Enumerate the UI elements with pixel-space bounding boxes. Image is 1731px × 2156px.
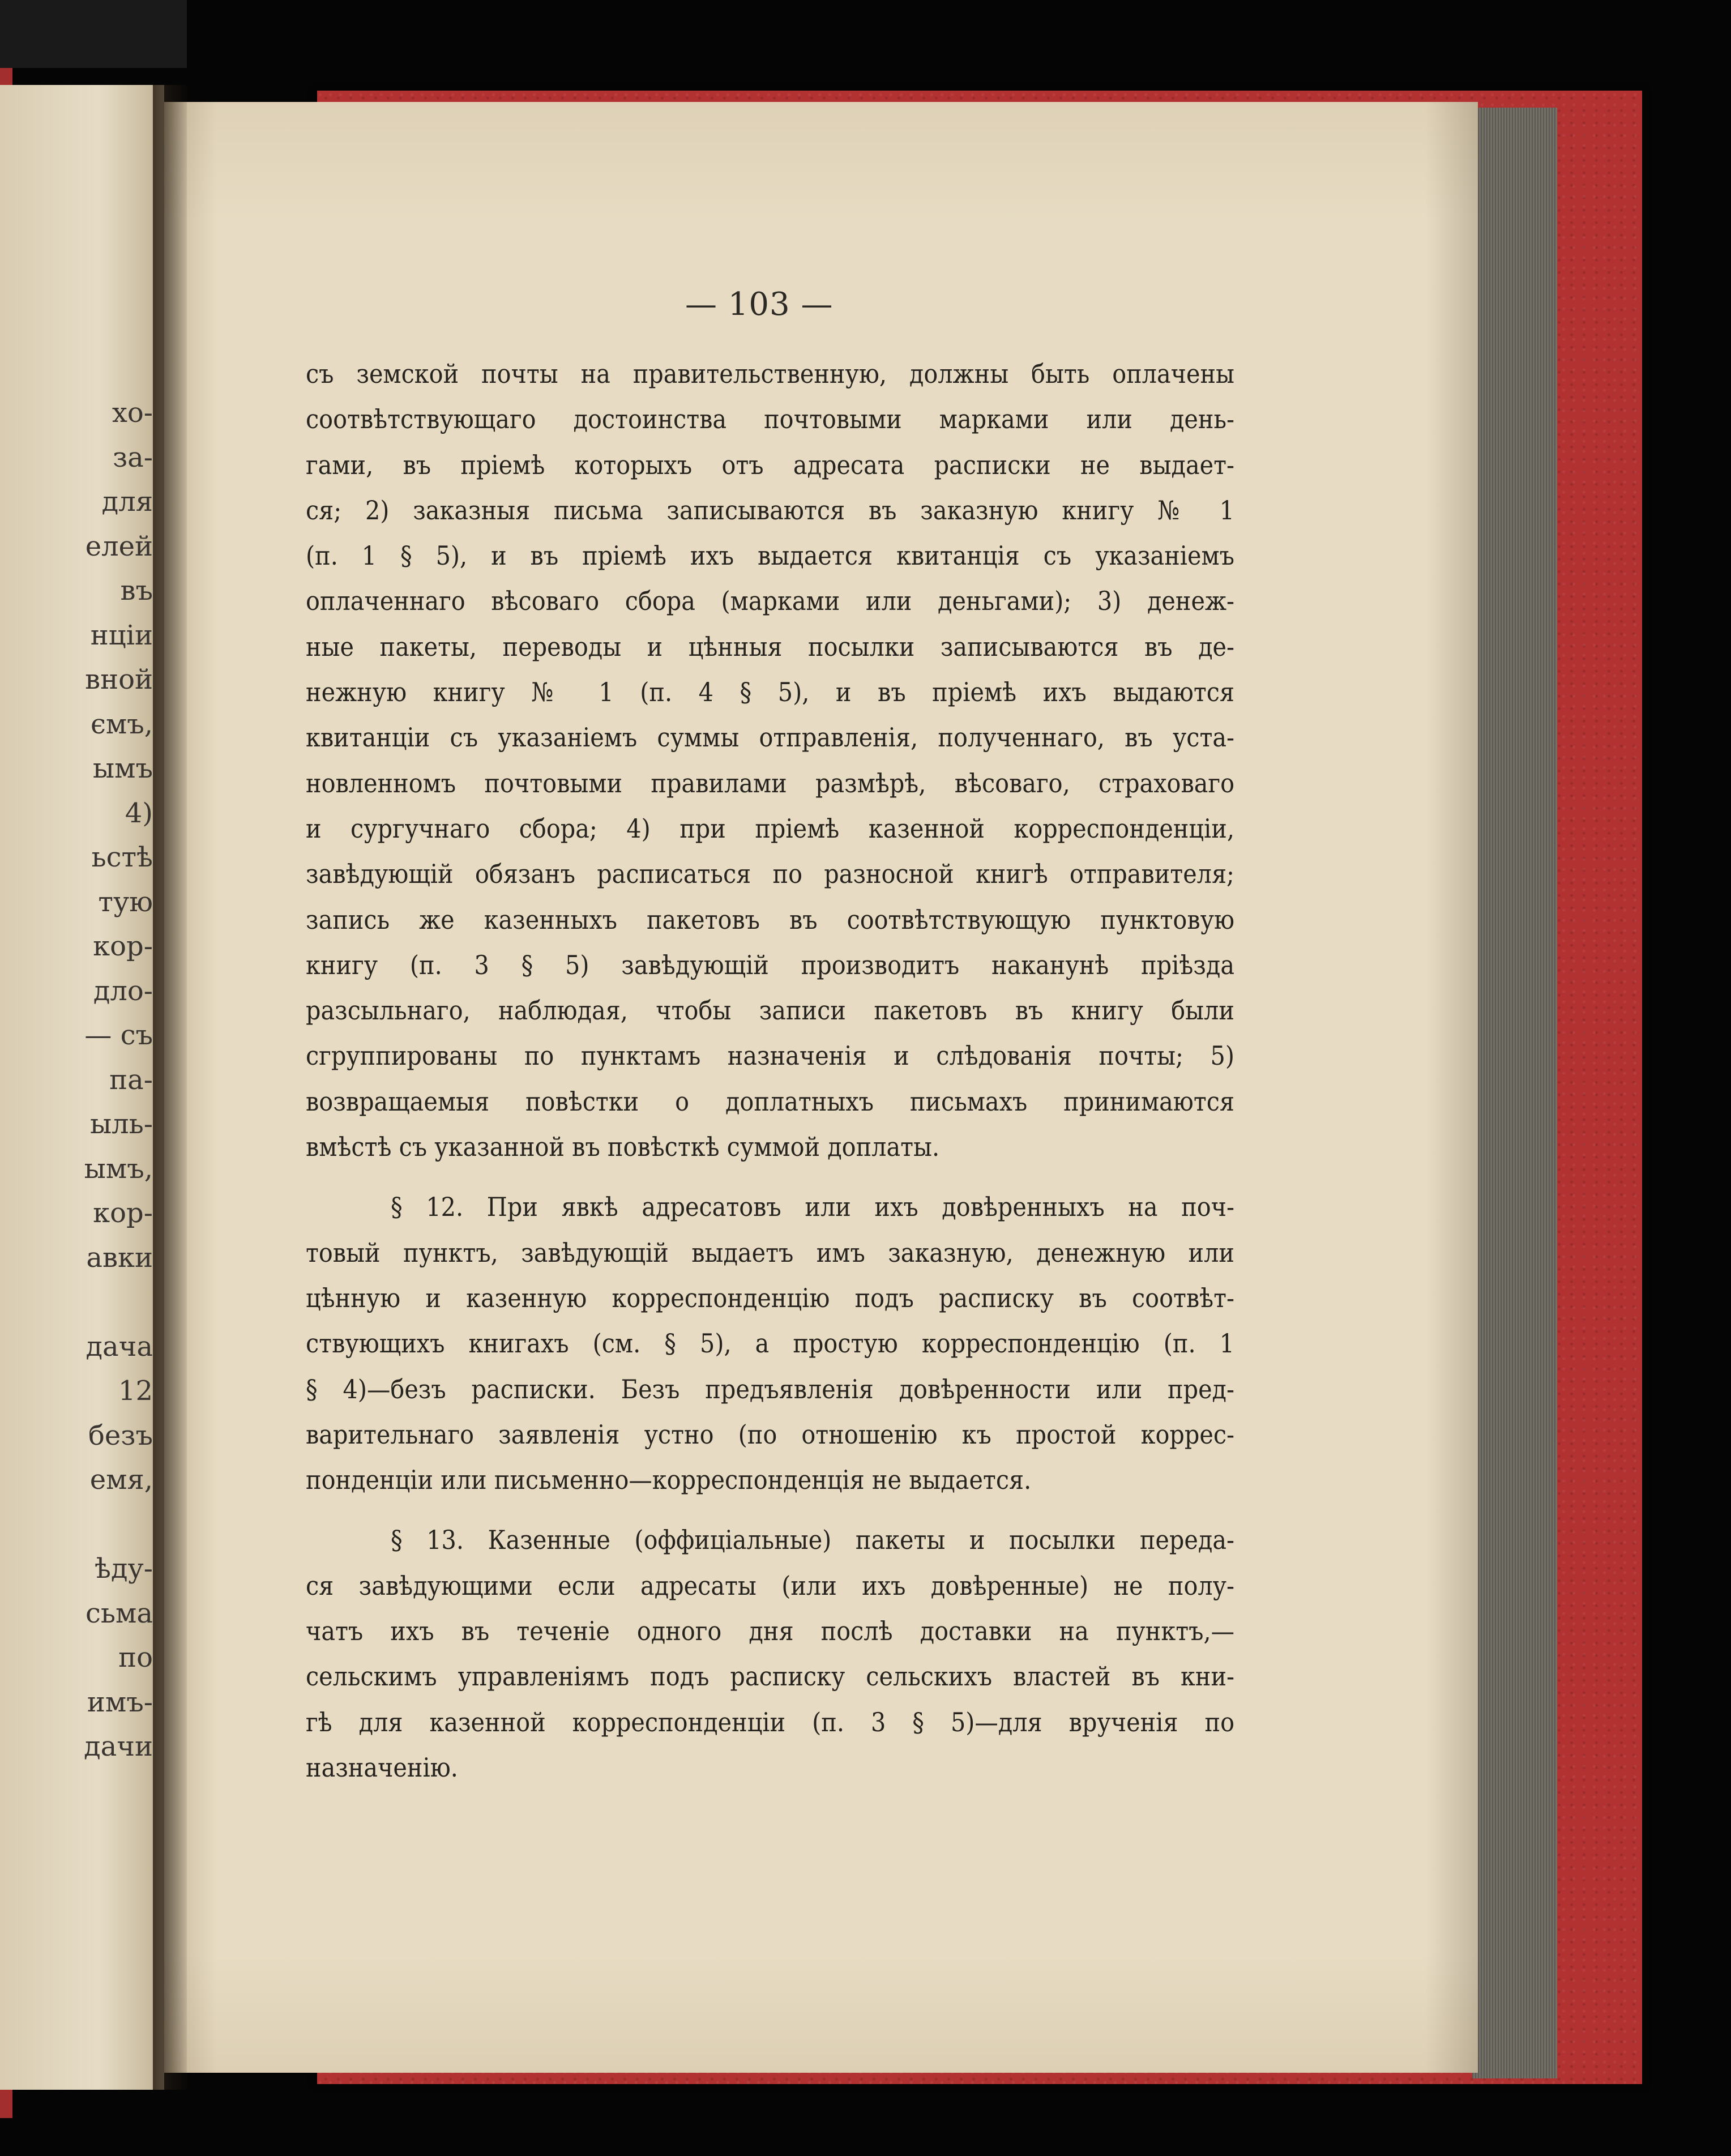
left-page-fragment: кор- — [93, 930, 153, 962]
text-line: товый пунктъ, завѣдующій выдаетъ имъ заказную, денежную или — [306, 1237, 1234, 1268]
left-page-fragment: па- — [109, 1064, 153, 1096]
left-page-fragment: — съ — [84, 1019, 153, 1051]
left-page-fragment: въ — [120, 575, 153, 607]
text-line: соотвѣтствующаго достоинства почтовыми марками или день- — [306, 404, 1234, 435]
text-line: возвращаемыя повѣстки о доплатныхъ письмахъ принимаются — [306, 1086, 1234, 1117]
text-line: завѣдующій обязанъ расписаться по разносной книгѣ отправителя; — [306, 859, 1234, 890]
left-page-fragment: за- — [112, 441, 153, 473]
left-page-fragment: ыль- — [89, 1108, 153, 1140]
text-line: § 12. При явкѣ адресатовъ или ихъ довѣренныхъ на поч- — [391, 1192, 1234, 1223]
left-page-fragment: для — [101, 486, 153, 518]
left-page-fragment: кор- — [93, 1197, 153, 1229]
text-line: запись же казенныхъ пакетовъ въ соотвѣтствующую пунктовую — [306, 904, 1234, 935]
left-page-fragment: ьстѣ — [91, 842, 153, 873]
gutter-shadow — [153, 85, 187, 2090]
left-page-fragment: хо- — [112, 397, 153, 429]
left-page-fragment — [0, 1502, 153, 1547]
paragraph-continuation — [306, 351, 1234, 1169]
left-page-fragment: елей — [85, 530, 153, 562]
page-stack-edges — [1472, 108, 1557, 2078]
text-line: чатъ ихъ въ теченіе одного дня послѣ доставки на пунктъ,— — [306, 1616, 1234, 1647]
paragraph-section-12 — [306, 1184, 1234, 1502]
text-line: § 4)—безъ расписки. Безъ предъявленія довѣренности или пред- — [306, 1373, 1234, 1404]
left-page-fragment: дача — [86, 1330, 153, 1363]
page-number: — 103 — — [685, 286, 834, 323]
text-line: ные пакеты, переводы и цѣнныя посылки записываются въ де- — [306, 631, 1234, 662]
left-page-fragment: емя, — [89, 1464, 153, 1496]
left-page-fragment: ѣду- — [95, 1553, 153, 1585]
text-line: § 13. Казенные (оффиціальные) пакеты и посылки переда- — [391, 1525, 1234, 1556]
left-page-fragment: имъ- — [87, 1686, 153, 1718]
left-page-fragment: вной — [85, 664, 153, 695]
left-page-fragment: ємъ, — [90, 708, 153, 740]
backdrop — [0, 0, 187, 68]
text-line: новленномъ почтовыми правилами размѣрѣ, вѣсоваго, страховаго — [306, 767, 1234, 799]
left-page-fragment: 12 — [118, 1375, 153, 1407]
text-line: разсыльнаго, наблюдая, чтобы записи пакетовъ въ книгу были — [306, 995, 1234, 1026]
left-page-fragment: 4) — [125, 797, 153, 829]
text-line: квитанціи съ указаніемъ суммы отправленія, полученнаго, въ уста- — [306, 722, 1234, 753]
text-line: гѣ для казенной корреспонденціи (п. 3 § 5)—для врученія по — [306, 1706, 1234, 1737]
left-page-fragment: ымъ, — [84, 1152, 153, 1185]
text-line: понденціи или письменно—корреспонденція не выдается. — [306, 1465, 1032, 1496]
text-line: и сургучнаго сбора; 4) при пріемѣ казенной корреспонденціи, — [306, 813, 1234, 844]
paragraph-section-13 — [306, 1517, 1234, 1790]
text-line: ся; 2) заказныя письма записываются въ заказную книгу № 1 — [306, 494, 1234, 526]
text-line: нежную книгу № 1 (п. 4 § 5), и въ пріемѣ ихъ выдаются — [306, 677, 1234, 708]
left-page-fragment: авки — [86, 1241, 153, 1274]
text-line: съ земской почты на правительственную, должны быть оплачены — [306, 358, 1234, 389]
text-line: вмѣстѣ съ указанной въ повѣсткѣ суммой доплаты. — [306, 1132, 940, 1163]
left-facing-page — [0, 85, 164, 2090]
left-page-fragment: дло- — [93, 975, 153, 1007]
text-line: цѣнную и казенную корреспонденцію подъ расписку въ соотвѣт- — [306, 1282, 1234, 1313]
left-page-fragment — [0, 1280, 153, 1325]
text-line: книгу (п. 3 § 5) завѣдующій производитъ наканунѣ пріѣзда — [306, 949, 1234, 980]
left-page-fragment: дачи — [84, 1731, 153, 1762]
text-line: ся завѣдующими если адресаты (или ихъ довѣренные) не полу- — [306, 1570, 1234, 1601]
left-page-fragment: тую — [98, 886, 153, 918]
left-page-fragment: нціи — [90, 619, 153, 651]
text-line: (п. 1 § 5), и въ пріемѣ ихъ выдается квитанція съ указаніемъ — [306, 540, 1234, 571]
text-line: сгруппированы по пунктамъ назначенія и слѣдованія почты; 5) — [306, 1040, 1234, 1071]
left-page-fragment: ымъ — [92, 753, 153, 784]
text-line: ствующихъ книгахъ (см. § 5), а простую корреспонденцію (п. 1 — [306, 1328, 1234, 1359]
text-line: оплаченнаго вѣсоваго сбора (марками или деньгами); 3) денеж- — [306, 586, 1234, 617]
left-page-fragment: безъ — [88, 1419, 153, 1451]
text-line: варительнаго заявленія устно (по отношенію къ простой коррес- — [306, 1419, 1234, 1450]
page-body — [306, 351, 1234, 1790]
text-line: гами, въ пріемѣ которыхъ отъ адресата расписки не выдает- — [306, 449, 1234, 480]
text-line: назначенію. — [306, 1752, 458, 1783]
left-page-fragment: по — [118, 1642, 153, 1673]
left-page-text-fragments — [0, 391, 153, 1769]
left-page-fragment: сьма — [86, 1597, 153, 1629]
text-line: сельскимъ управленіямъ подъ расписку сельскихъ властей въ кни- — [306, 1661, 1234, 1692]
